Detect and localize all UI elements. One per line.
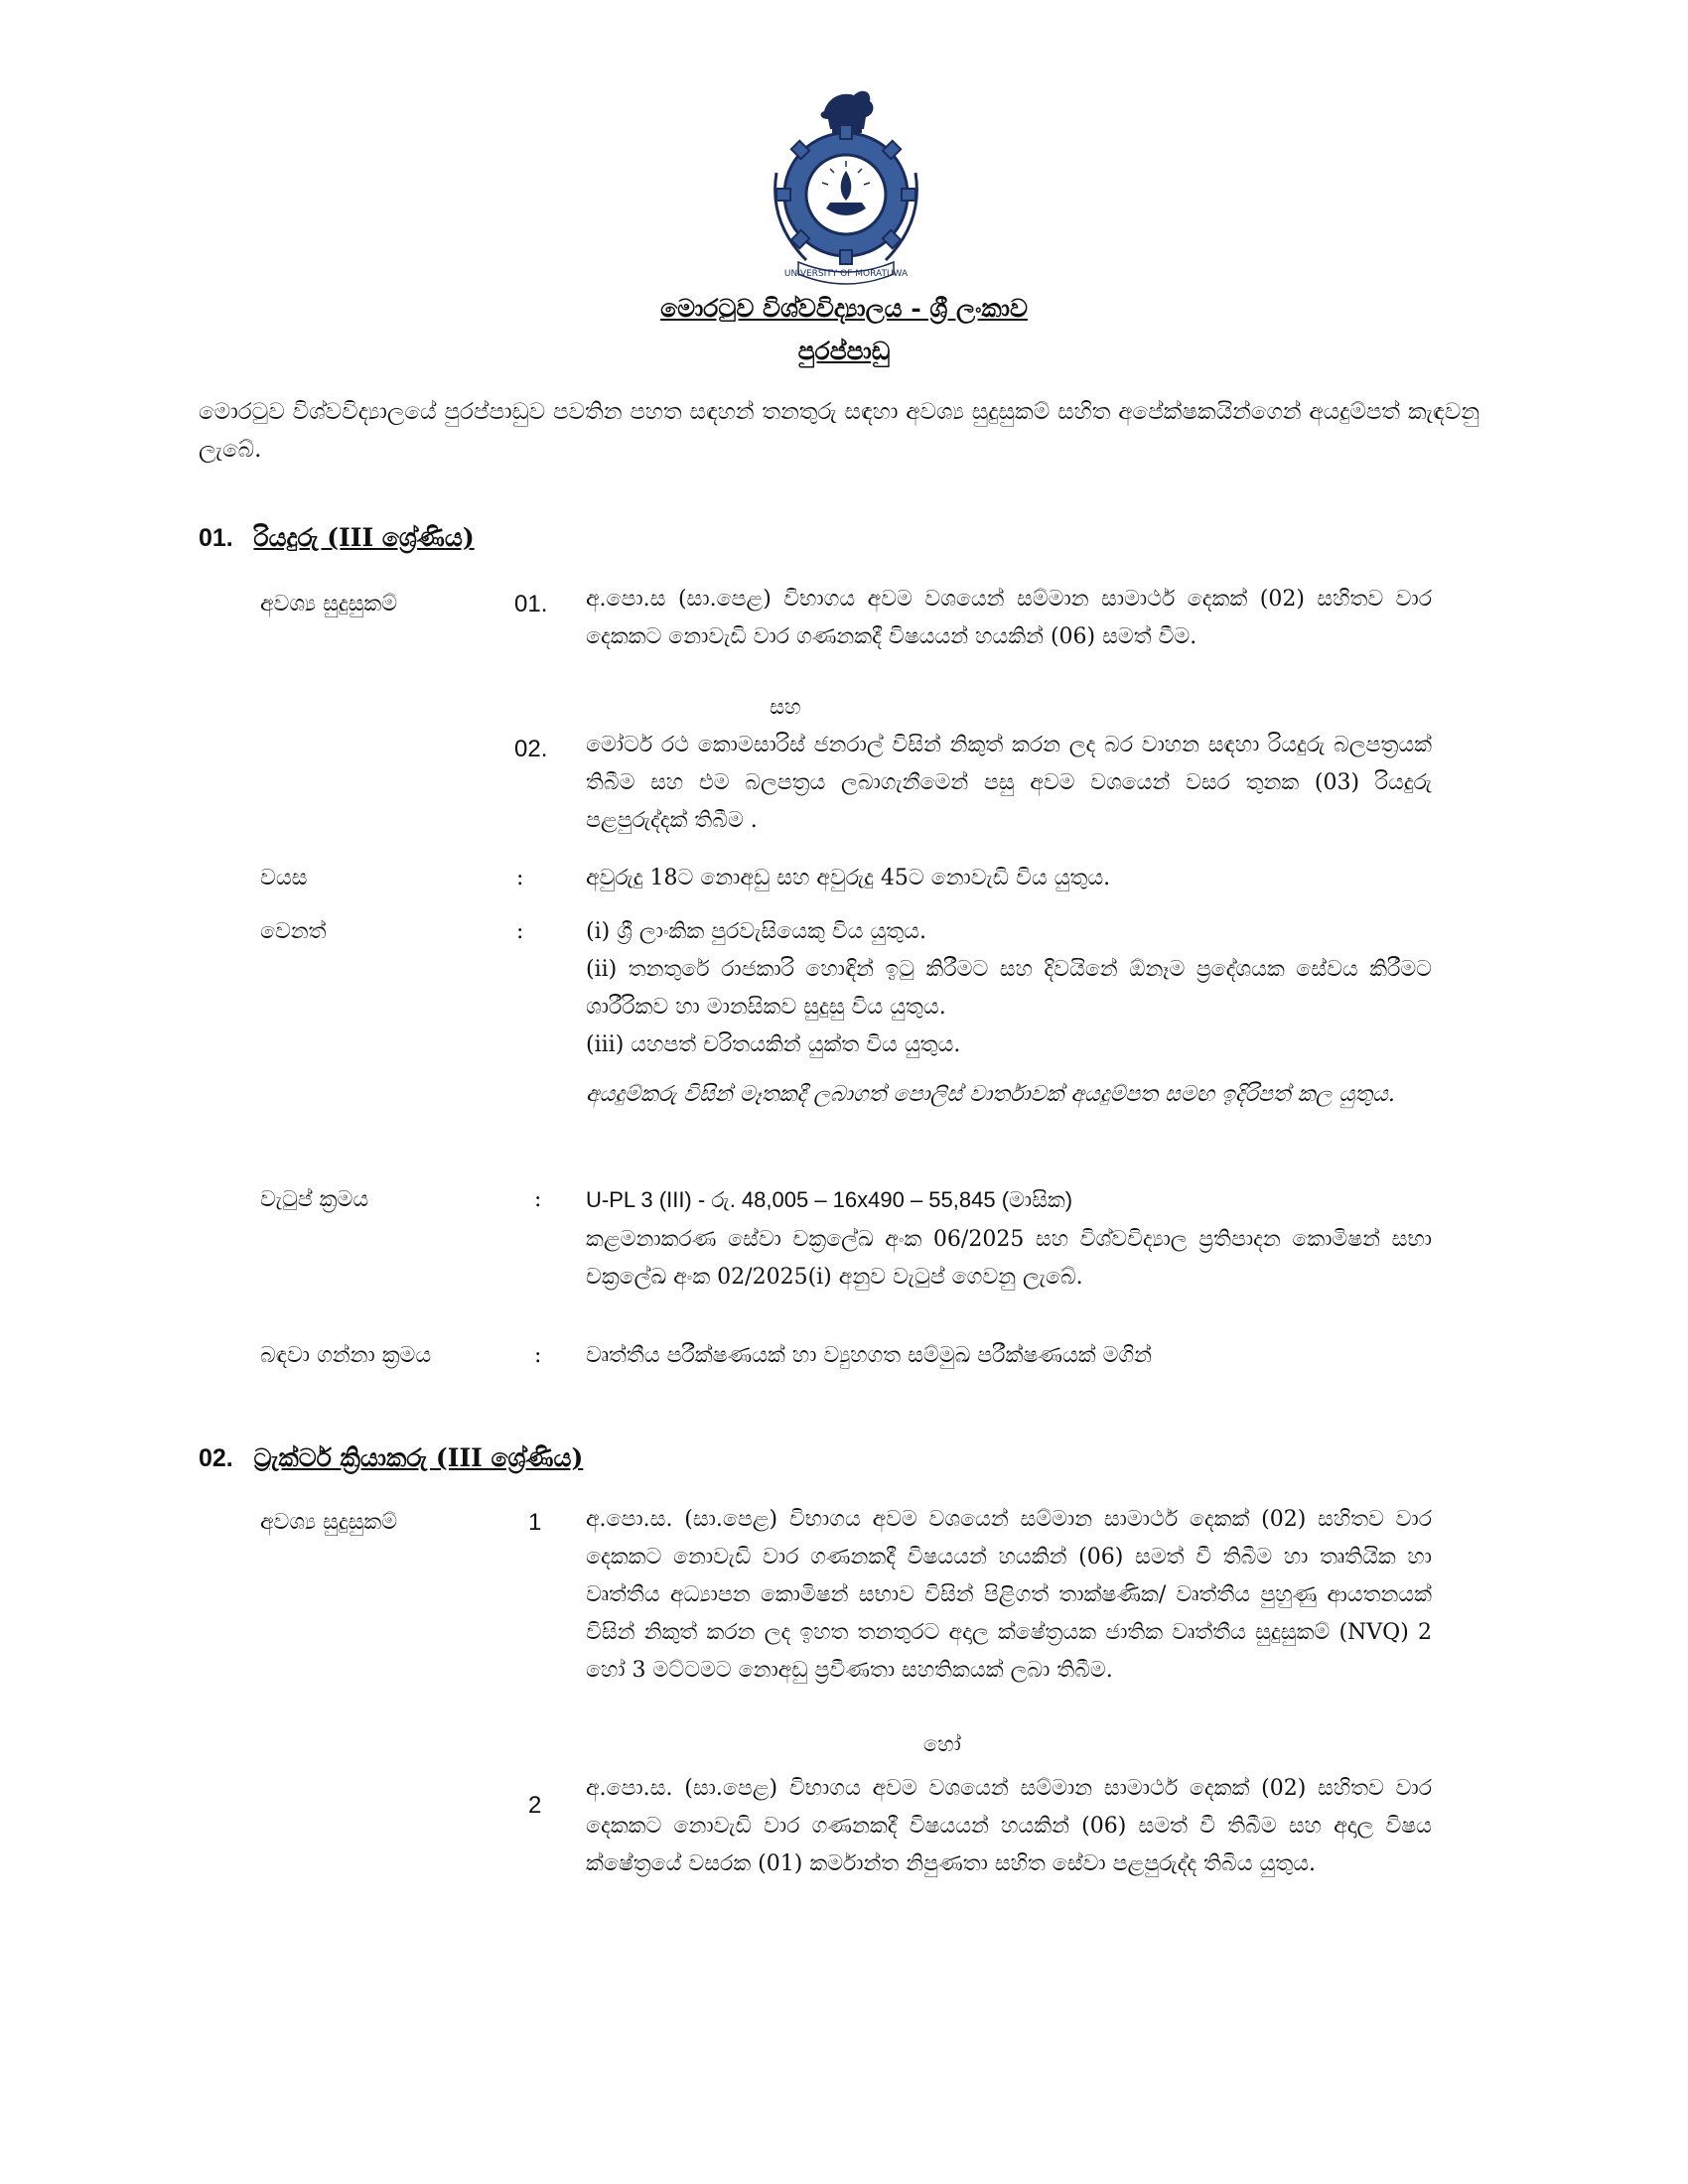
s1-other-item-3: (iii) යහපත් චරිතයකින් යුක්ත විය යුතුය. — [586, 1032, 961, 1057]
s1-age-label: වයස — [260, 866, 308, 890]
section-1-title — [199, 523, 475, 553]
s1-age-text: අවුරුදු 18ට නොඅඩු සහ අවුරුදු 45ට නොවැඩි විය යුතුය. — [586, 866, 1111, 890]
gear-emblem-icon — [776, 125, 915, 264]
section-1-number: 01. — [199, 524, 233, 552]
s1-age-colon: : — [516, 866, 524, 890]
s1-qual-1-text: අ.පො.ස (සා.පෙළ) විභාගය අවම වශයෙන් සම්මාන සාමාර්ථ දෙකක් (02) සහිතව වාර දෙකකට නොවැඩි වාර ගණනකදී විෂයයන් හයකින් (06) සමත් වීම. — [586, 587, 1432, 649]
s1-connector-and: සහ — [770, 695, 801, 719]
s1-qual-2-text: මෝටර් රථ කොමසාරිස් ජනරාල් විසින් නිකුත් කරන ලද බර වාහන සඳහා රියදුරු බලපත්‍රයක් තිබීම සහ එම බලපත්‍රය ලබාගැනීමෙන් පසු අවම වශයෙන් වසර තුනක (03) රියදුරු පළපුරුද්දක් තිබීම . — [586, 733, 1432, 833]
s2-qual-1-text: අ.පො.ස. (සා.පෙළ) විභාගය අවම වශයෙන් සම්මාන සාමාර්ථ දෙකක් (02) සහිතව වාර දෙකකට නොවැඩි වාර ගණනකදී විෂයයන් හයකින් (06) සමත් වී තිබීම හා තෘතියික හා වෘත්තීය අධ්‍යාපන කොමිෂන් සභාව විසින් පිළිගත් තාක්ෂණික/ වෘත්තීය පුහුණු ආයතනයක් විසින් නිකුත් කරන ලද ඉහත තනතුරට අදාල ක්ෂේත්‍රයක ජාතික වෘත්තීය සුදුසුකම් (NVQ) 2 හෝ 3 මට්ටමට නොඅඩු ප්‍රවීණතා සහතිකයක් ලබා තිබීම. — [586, 1507, 1432, 1683]
s2-qualifications-label: අවශ්‍ය සුදුසුකම් — [260, 1510, 398, 1535]
section-2-title — [199, 1443, 583, 1473]
s2-qual-1-number: 1 — [528, 1509, 542, 1536]
s1-other-colon: : — [516, 919, 524, 944]
s1-other-item-2: (ii) තනතුරේ රාජකාරි හොඳින් ඉටු කිරීමට සහ දිවයිනේ ඕනෑම ප්‍රදේශයක සේවය කිරීමට ශාරීරිකව හා මානසිකව සුදුසු විය යුතුය. — [586, 957, 1432, 1020]
s1-salary-label: වැටුප් ක්‍රමය — [260, 1187, 369, 1212]
section-2-number: 02. — [199, 1444, 233, 1472]
s1-qual-2-number: 02. — [514, 736, 548, 762]
s1-recruitment-colon: : — [534, 1343, 542, 1368]
s1-recruitment-label: බඳවා ගන්නා ක්‍රමය — [260, 1343, 432, 1368]
university-crest-logo — [747, 83, 945, 292]
s1-qualifications-label: අවශ්‍ය සුදුසුකම් — [260, 592, 398, 616]
s2-qual-2-number: 2 — [528, 1792, 542, 1819]
section-1-heading: රියදුරු (III ශ්‍රේණිය) — [253, 523, 475, 552]
banner-text: UNIVERSITY OF MORATUWA — [783, 269, 909, 279]
s1-other-item-1: (i) ශ්‍රී ලාංකික පුරවැසියෙකු විය යුතුය. — [586, 919, 926, 944]
s1-recruitment-text: වෘත්තීය පරීක්ෂණයක් හා ව්‍යුහගත සම්මුඛ පරීක්ෂණයක් මගින් — [586, 1343, 1153, 1368]
s2-connector-or: හෝ — [923, 1732, 961, 1756]
s1-police-report-note: අයදුම්කරු විසින් මෑතකදී ලබාගත් පොලිස් වාර්තාවක් අයදුම්පත සමඟ ඉදිරිපත් කල යුතුය. — [586, 1082, 1395, 1107]
s1-other-label: වෙනත් — [260, 919, 327, 944]
university-banner — [784, 262, 909, 284]
s1-salary-scale: U-PL 3 (III) - රු. 48,005 – 16x490 – 55,845 (මාසික) — [586, 1187, 1073, 1212]
page-title: මොරටුව විශ්වවිද්‍යාලය - ශ්‍රී ලංකාව — [660, 294, 1028, 323]
s1-salary-colon: : — [534, 1187, 542, 1212]
page-subtitle: පුරප්පාඩු — [797, 337, 891, 365]
s2-qual-2-text: අ.පො.ස. (සා.පෙළ) විභාගය අවම වශයෙන් සම්මාන සාමාර්ථ දෙකක් (02) සහිතව වාර දෙකකට නොවැඩි වාර ගණනකදී විෂයයන් හයකින් (06) සමත් වී තිබීම සහ අදාල විෂය ක්ෂේත්‍රයේ වසරක (01) කර්මාන්ත නිපුණතා සහිත සේවා පළපුරුද්ද තිබිය යුතුය. — [586, 1776, 1432, 1876]
s1-salary-circular: කළමනාකරණ සේවා චක්‍රලේඛ අංක 06/2025 සහ විශ්වවිද්‍යාල ප්‍රතිපාදන කොමිෂන් සභා චක්‍රලේඛ අංක 02/2025(i) අනුව වැටුප් ගෙවනු ලැබේ. — [586, 1227, 1432, 1290]
section-2-heading: ට්‍රැක්ටර් ක්‍රියාකරු (III ශ්‍රේණිය) — [253, 1443, 584, 1472]
s1-qual-1-number: 01. — [514, 591, 548, 617]
intro-paragraph: මොරටුව විශ්වවිද්‍යාලයේ පුරප්පාඩුව පවතින පහත සඳහන් තනතුරු සඳහා අවශ්‍ය සුදුසුකම් සහිත අපේක්ෂකයින්ගෙන් අයදුම්පත් කැඳවනු ලැබේ. — [199, 399, 1479, 463]
